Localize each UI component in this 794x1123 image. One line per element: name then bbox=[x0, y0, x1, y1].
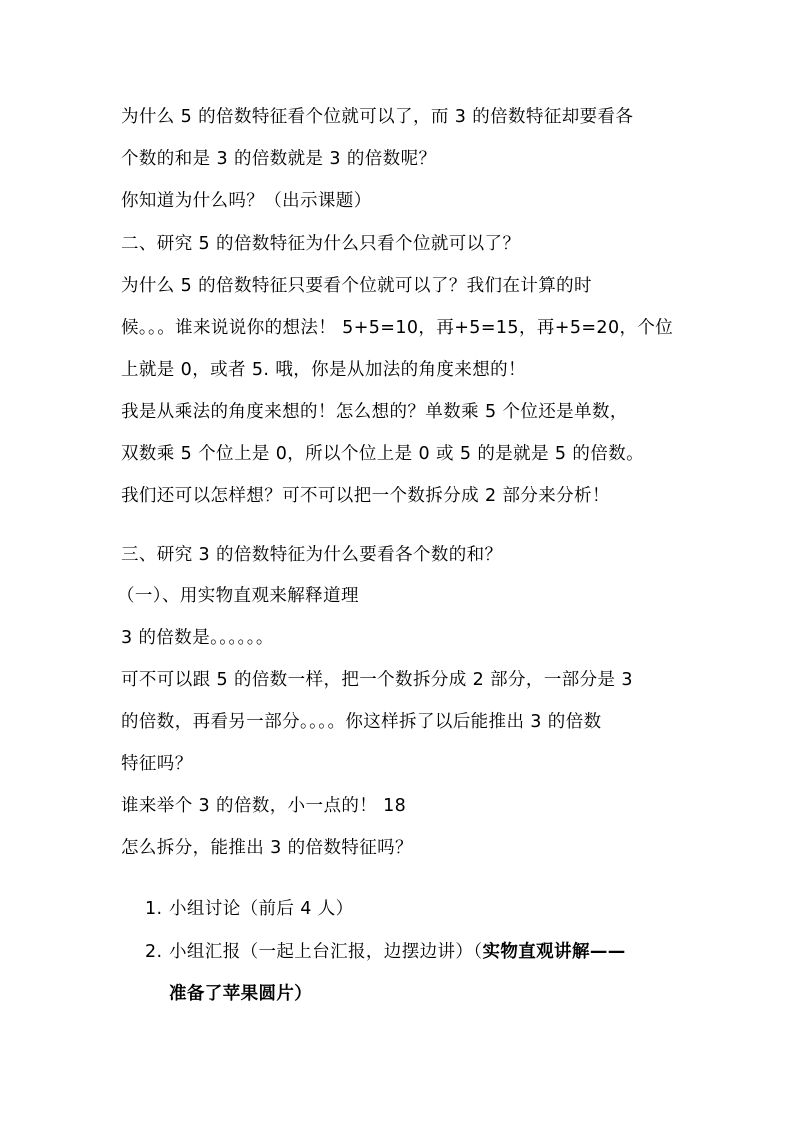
list-item bbox=[145, 897, 354, 921]
paragraph-line: 我是从乘法的角度来想的！怎么想的？单数乘 5 个位还是单数， bbox=[121, 402, 628, 422]
list-text: 小组讨论（前后 4 人） bbox=[169, 899, 354, 919]
section-heading: 二、研究 5 的倍数特征为什么只看个位就可以了？ bbox=[121, 234, 521, 254]
paragraph-line: 为什么 5 的倍数特征看个位就可以了，而 3 的倍数特征却要看各 bbox=[121, 107, 634, 127]
paragraph-line: 候。。。谁来说说你的想法！ 5+5=10，再+5=15，再+5=20，个位 bbox=[121, 318, 674, 338]
paragraph-line: 3 的倍数是。。。。。。 bbox=[121, 628, 274, 648]
list-text: 小组汇报（一起上台汇报，边摆边讲）（ bbox=[169, 942, 483, 962]
paragraph-line: 双数乘 5 个位上是 0，所以个位上是 0 或 5 的是就是 5 的倍数。 bbox=[121, 444, 645, 464]
paragraph-line: 特征吗？ bbox=[121, 754, 193, 774]
paragraph-line: 我们还可以怎样想？可不可以把一个数拆分成 2 部分来分析！ bbox=[121, 486, 610, 506]
paragraph-line: 上就是 0，或者 5. 哦，你是从加法的角度来想的！ bbox=[121, 360, 526, 380]
paragraph-line: 你知道为什么吗？（出示课题） bbox=[121, 191, 372, 211]
paragraph-line: 谁来举个 3 的倍数，小一点的！ 18 bbox=[121, 796, 407, 816]
section-heading: 三、研究 3 的倍数特征为什么要看各个数的和？ bbox=[121, 545, 503, 565]
paragraph-line: 个数的和是 3 的倍数就是 3 的倍数呢？ bbox=[121, 149, 437, 169]
paragraph-line: 怎么拆分，能推出 3 的倍数特征吗？ bbox=[121, 838, 413, 858]
list-bold-text: 实物直观讲解—— bbox=[482, 942, 626, 962]
list-item bbox=[145, 940, 626, 964]
list-number: 2. bbox=[145, 942, 163, 962]
list-continuation: 准备了苹果圆片） bbox=[169, 984, 313, 1004]
paragraph-line: 为什么 5 的倍数特征只要看个位就可以了？我们在计算的时 bbox=[121, 276, 592, 296]
subsection-heading: （一）、用实物直观来解释道理 bbox=[117, 586, 359, 606]
list-number: 1. bbox=[145, 899, 163, 919]
paragraph-line: 可不可以跟 5 的倍数一样，把一个数拆分成 2 部分，一部分是 3 bbox=[121, 670, 633, 690]
paragraph-line: 的倍数，再看另一部分。。。。你这样拆了以后能推出 3 的倍数 bbox=[121, 712, 602, 732]
